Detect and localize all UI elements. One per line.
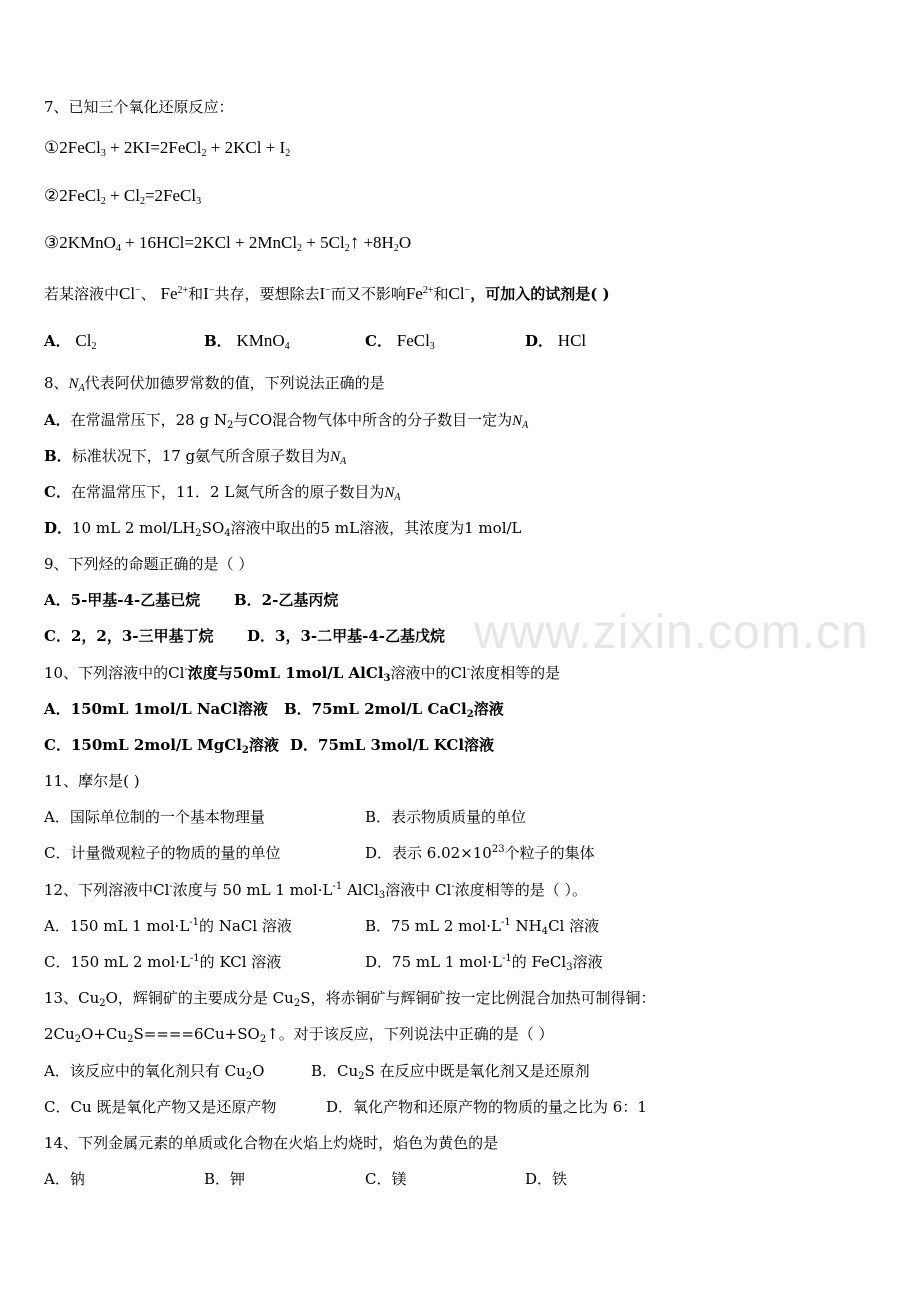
q12-option-a: A．150 mL 1 $mol\cdot L^{-1}$的 NaCl 溶液 [44,917,292,935]
q10-option-d: D．75mL 3mol/L KCl溶液 [290,736,495,754]
q13-equation: $2Cu_2O+Cu_2S====6Cu+SO_2↑$。对于该反应，下列说法中正确的是（ ） [44,1025,554,1045]
q12-stem: 12、下列溶液中Cl-浓度与 50 mL 1 $mol\cdot L^{-1}$ AlCl$_3$溶液中 Cl-浓度相等的是（ ）。 [44,881,587,901]
q10-option-b: B．75mL 2mol/L CaCl$_2$溶液 [284,700,504,720]
watermark: www.zixin.com.cn [474,606,869,659]
q13-option-d: D．氧化产物和还原产物的物质的量之比为 6：1 [326,1098,647,1116]
q11-option-d: D．表示 $6.02\times 10^{23}$个粒子的集体 [365,844,595,862]
q13-option-b: B．$Cu_2S$ 在反应中既是氧化剂又是还原剂 [311,1062,590,1082]
q10-stem: 10、下列溶液中的Cl-浓度与50mL 1mol/L AlCl$_3$溶液中的Cl-浓度相等的是 [44,664,561,684]
q7-reaction-1: ①2FeCl$_3$ + 2KI=2FeCl$_2$ + $2KCl + I_2$ [44,138,291,159]
q9-stem: 9、下列烃的命题正确的是（ ） [44,555,254,573]
q8-option-d: D．10 mL 2 mol/$LH_2SO_4$溶液中取出的5 mL溶液，其浓度为1 mol/L [44,519,522,539]
q13-stem: 13、$Cu_2O$，辉铜矿的主要成分是 $Cu_2S$，将赤铜矿与辉铜矿按一定比例混合加热可制得铜： [44,989,656,1009]
q11-option-c: C．计量微观粒子的物质的量的单位 [44,844,281,862]
q7-option-a: A． $Cl_2$ [44,331,97,352]
q14-option-c: C．镁 [365,1170,407,1188]
q8-option-a: A．在常温常压下，28 g $N_2$与CO混合物气体中所含的分子数目一定为$N_A$ [44,411,529,431]
q9-option-d: D．3，3-二甲基-4-乙基戊烷 [247,627,445,645]
q7-option-c: C． FeCl$_3$ [365,331,435,352]
q14-stem: 14、下列金属元素的单质或化合物在火焰上灼烧时，焰色为黄色的是 [44,1134,499,1152]
q10-option-c: C．150mL 2mol/L MgCl$_2$溶液 [44,736,279,756]
q12-option-c: C．150 mL 2 $mol\cdot L^{-1}$的 KCl 溶液 [44,953,282,971]
q14-option-a: A．钠 [44,1170,85,1188]
q8-option-b: B．标准状况下，17 g氨气所含原子数目为$N_A$ [44,447,347,467]
q9-option-b: B．2-乙基丙烷 [234,591,339,609]
q13-option-c: C．Cu 既是氧化产物又是还原产物 [44,1098,277,1116]
q7-stem: 7、已知三个氧化还原反应： [44,98,234,116]
q11-stem: 11、摩尔是( ) [44,772,140,790]
q7-reaction-2: ②2FeCl$_2$ + $Cl_2=2FeCl_3$ [44,186,202,207]
q8-stem: 8、$N_A$代表阿伏加德罗常数的值，下列说法正确的是 [44,374,385,394]
q14-option-d: D．铁 [525,1170,568,1188]
q7-option-b: B． KMnO$_4$ [204,331,290,352]
q10-option-a: A．150mL 1mol/L NaCl溶液 [44,700,268,718]
q7-option-d: D． HCl [525,331,587,350]
q12-option-b: B．75 mL 2 $mol\cdot L^{-1}$ $NH_4Cl$ 溶液 [365,917,600,937]
q7-reaction-3: ③2KMnO$_4$ + 16HCl=2KCl + 2MnCl$_2$ + $5Cl_2↑ +8H_2O$ [44,232,412,254]
q14-option-b: B．钾 [204,1170,246,1188]
q7-question: 若某溶液中Cl−、 $Fe^{2+}$和I−共存，要想除去I−而又不影响$Fe^{2+}$和Cl−，可加入的试剂是( ) [44,284,610,303]
q9-option-c: C．2，2，3-三甲基丁烷 [44,627,214,645]
q12-option-d: D．75 mL 1 $mol\cdot L^{-1}$的 FeCl$_3$溶液 [365,953,603,973]
q8-option-c: C．在常温常压下，11．2 L氮气所含的原子数目为$N_A$ [44,483,401,503]
q13-option-a: A．该反应中的氧化剂只有 $Cu_2O$ [44,1062,265,1082]
q9-option-a: A．5-甲基-4-乙基已烷 [44,591,201,609]
q11-option-b: B．表示物质质量的单位 [365,808,527,826]
q11-option-a: A．国际单位制的一个基本物理量 [44,808,265,826]
